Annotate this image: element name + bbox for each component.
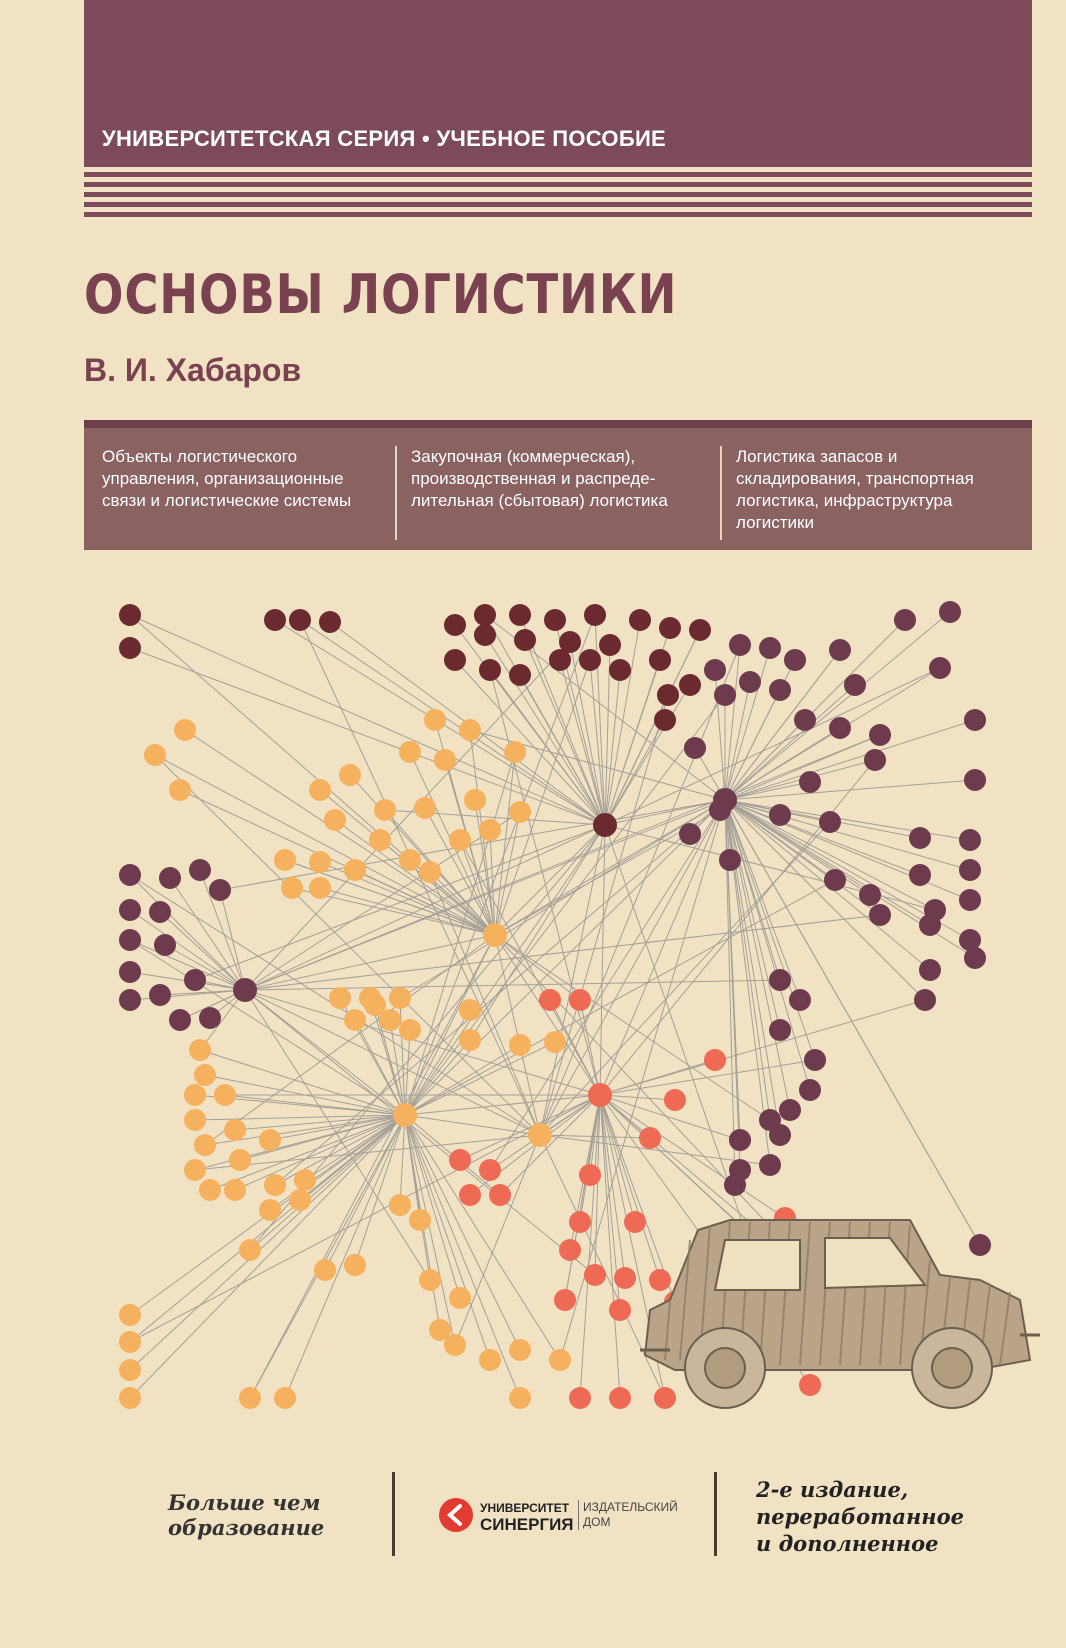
network-node bbox=[859, 884, 881, 906]
network-node bbox=[399, 1019, 421, 1041]
network-link bbox=[460, 1095, 600, 1160]
network-node bbox=[184, 1109, 206, 1131]
network-link bbox=[725, 650, 840, 800]
banner-stripe bbox=[84, 202, 1032, 207]
network-node bbox=[119, 1387, 141, 1409]
network-node bbox=[444, 614, 466, 636]
network-node bbox=[919, 914, 941, 936]
series-label: УНИВЕРСИТЕТСКАЯ СЕРИЯ • УЧЕБНОЕ ПОСОБИЕ bbox=[102, 126, 667, 151]
publisher-house-line-2: ДОМ bbox=[583, 1515, 611, 1529]
series-banner bbox=[84, 0, 1032, 226]
network-node bbox=[769, 804, 791, 826]
network-node bbox=[829, 639, 851, 661]
network-node bbox=[174, 719, 196, 741]
network-node bbox=[799, 1374, 821, 1396]
topic-divider bbox=[395, 446, 397, 540]
network-node bbox=[414, 797, 436, 819]
network-node bbox=[119, 989, 141, 1011]
network-node bbox=[914, 989, 936, 1011]
network-node bbox=[259, 1129, 281, 1151]
topic-2: Закупочная (коммерческая), производственная и распреде- лительная (сбытовая) логистика bbox=[411, 447, 668, 510]
network-node bbox=[149, 901, 171, 923]
network-node bbox=[569, 1211, 591, 1233]
network-node bbox=[704, 659, 726, 681]
network-node bbox=[844, 674, 866, 696]
network-node bbox=[569, 989, 591, 1011]
network-node bbox=[479, 819, 501, 841]
network-node bbox=[264, 1174, 286, 1196]
network-node bbox=[459, 1184, 481, 1206]
network-node bbox=[239, 1239, 261, 1261]
network-link bbox=[600, 1095, 785, 1218]
topics-panel bbox=[84, 420, 1032, 550]
network-node bbox=[474, 604, 496, 626]
network-node bbox=[399, 849, 421, 871]
network-node bbox=[119, 1331, 141, 1353]
network-link bbox=[405, 1115, 560, 1360]
network-node bbox=[154, 934, 176, 956]
network-node bbox=[739, 671, 761, 693]
edition-line-3: и дополненное bbox=[756, 1531, 939, 1556]
network-node bbox=[509, 1387, 531, 1409]
network-node bbox=[419, 1269, 441, 1291]
network-hub bbox=[393, 1103, 417, 1127]
network-node bbox=[649, 649, 671, 671]
network-node bbox=[554, 1289, 576, 1311]
network-link bbox=[130, 1115, 405, 1370]
banner-stripe bbox=[84, 172, 1032, 177]
network-node bbox=[239, 1387, 261, 1409]
network-node bbox=[119, 929, 141, 951]
network-node bbox=[509, 801, 531, 823]
network-node bbox=[189, 1039, 211, 1061]
network-link bbox=[725, 800, 970, 900]
network-node bbox=[919, 959, 941, 981]
network-node bbox=[729, 634, 751, 656]
network-link bbox=[405, 1115, 455, 1345]
network-hub bbox=[713, 788, 737, 812]
network-node bbox=[964, 947, 986, 969]
network-node bbox=[549, 649, 571, 671]
network-node bbox=[939, 601, 961, 623]
edition-line-1: 2-е издание, bbox=[756, 1477, 909, 1502]
network-node bbox=[489, 1184, 511, 1206]
network-node bbox=[224, 1179, 246, 1201]
network-node bbox=[544, 609, 566, 631]
network-link bbox=[300, 620, 540, 1135]
network-node bbox=[769, 1124, 791, 1146]
network-hub bbox=[593, 813, 617, 837]
edition-line-2: переработанное bbox=[756, 1504, 964, 1529]
network-link bbox=[195, 825, 605, 980]
network-node bbox=[579, 1164, 601, 1186]
book-author: В. И. Хабаров bbox=[84, 352, 302, 388]
network-link bbox=[600, 800, 725, 1095]
network-node bbox=[514, 629, 536, 651]
network-node bbox=[649, 1269, 671, 1291]
topic-1: Объекты логистического управления, организационные связи и логистические системы bbox=[102, 447, 352, 510]
network-node bbox=[909, 864, 931, 886]
publisher-house-line-1: ИЗДАТЕЛЬСКИЙ bbox=[583, 1500, 678, 1514]
network-node bbox=[274, 849, 296, 871]
network-node bbox=[679, 674, 701, 696]
network-node bbox=[119, 1304, 141, 1326]
network-node bbox=[539, 989, 561, 1011]
network-node bbox=[169, 779, 191, 801]
network-hub bbox=[233, 978, 257, 1002]
banner-stripe bbox=[84, 212, 1032, 217]
network-link bbox=[460, 840, 600, 1095]
network-link bbox=[130, 648, 605, 825]
edition-note bbox=[756, 1476, 964, 1557]
network-node bbox=[449, 1287, 471, 1309]
network-node bbox=[689, 619, 711, 641]
book-title: ОСНОВЫ ЛОГИСТИКИ bbox=[84, 263, 678, 326]
network-node bbox=[289, 609, 311, 631]
network-link bbox=[540, 695, 668, 1135]
network-link bbox=[600, 1000, 925, 1095]
network-node bbox=[624, 1211, 646, 1233]
network-link bbox=[495, 660, 590, 935]
network-node bbox=[584, 1264, 606, 1286]
synergy-logo-icon bbox=[438, 1497, 474, 1533]
network-node bbox=[119, 604, 141, 626]
network-node bbox=[729, 1129, 751, 1151]
network-node bbox=[909, 827, 931, 849]
topic-3: Логистика запасов и складирования, транспортная логистика, инфраструктура логистики bbox=[736, 447, 974, 532]
network-node bbox=[609, 1387, 631, 1409]
network-node bbox=[769, 969, 791, 991]
network-node bbox=[544, 1031, 566, 1053]
network-node bbox=[169, 1009, 191, 1031]
network-link bbox=[725, 800, 815, 1060]
network-node bbox=[599, 634, 621, 656]
network-node bbox=[344, 1254, 366, 1276]
network-link bbox=[430, 872, 540, 1135]
network-node bbox=[294, 1169, 316, 1191]
network-node bbox=[819, 811, 841, 833]
network-node bbox=[364, 994, 386, 1016]
network-node bbox=[474, 624, 496, 646]
network-node bbox=[314, 1259, 336, 1281]
network-link bbox=[725, 782, 810, 800]
network-node bbox=[714, 684, 736, 706]
network-node bbox=[264, 609, 286, 631]
banner-stripe bbox=[84, 182, 1032, 187]
network-node bbox=[464, 789, 486, 811]
network-node bbox=[389, 1194, 411, 1216]
network-node bbox=[389, 987, 411, 1009]
network-node bbox=[614, 1267, 636, 1289]
network-node bbox=[479, 1349, 501, 1371]
network-link bbox=[600, 825, 605, 1095]
network-node bbox=[324, 809, 346, 831]
network-node bbox=[444, 1334, 466, 1356]
network-node bbox=[929, 657, 951, 679]
network-node bbox=[199, 1007, 221, 1029]
network-node bbox=[684, 737, 706, 759]
network-node bbox=[119, 1359, 141, 1381]
network-node bbox=[229, 1149, 251, 1171]
network-node bbox=[769, 679, 791, 701]
network-node bbox=[829, 717, 851, 739]
network-node bbox=[479, 659, 501, 681]
network-link bbox=[130, 1115, 405, 1398]
network-node bbox=[444, 649, 466, 671]
footer-divider bbox=[392, 1472, 395, 1556]
footer-slogan bbox=[168, 1490, 368, 1540]
network-node bbox=[209, 879, 231, 901]
network-node bbox=[869, 904, 891, 926]
network-node bbox=[344, 1009, 366, 1031]
network-node bbox=[119, 961, 141, 983]
network-node bbox=[609, 659, 631, 681]
network-node bbox=[119, 899, 141, 921]
network-node bbox=[479, 1159, 501, 1181]
network-node bbox=[969, 1234, 991, 1256]
network-node bbox=[449, 1149, 471, 1171]
network-node bbox=[409, 1209, 431, 1231]
network-node bbox=[149, 984, 171, 1006]
network-link bbox=[725, 800, 970, 870]
network-node bbox=[654, 1387, 676, 1409]
network-node bbox=[609, 1299, 631, 1321]
slogan-line-2: образование bbox=[168, 1515, 325, 1540]
network-link bbox=[600, 1095, 625, 1278]
network-node bbox=[194, 1064, 216, 1086]
network-node bbox=[184, 1159, 206, 1181]
network-node bbox=[459, 999, 481, 1021]
network-link bbox=[725, 800, 970, 840]
network-node bbox=[759, 1154, 781, 1176]
network-node bbox=[119, 864, 141, 886]
network-node bbox=[159, 867, 181, 889]
network-node bbox=[964, 709, 986, 731]
network-node bbox=[424, 709, 446, 731]
network-hub bbox=[528, 1123, 552, 1147]
network-node bbox=[504, 741, 526, 763]
network-node bbox=[369, 829, 391, 851]
network-node bbox=[579, 649, 601, 671]
slogan-line-1: Больше чем bbox=[168, 1490, 321, 1515]
network-node bbox=[769, 1019, 791, 1041]
network-node bbox=[864, 749, 886, 771]
network-illustration bbox=[0, 590, 1066, 1440]
network-hub bbox=[588, 1083, 612, 1107]
network-node bbox=[281, 877, 303, 899]
network-node bbox=[434, 749, 456, 771]
network-node bbox=[549, 1349, 571, 1371]
network-link bbox=[405, 1040, 470, 1115]
network-node bbox=[679, 823, 701, 845]
network-node bbox=[509, 1339, 531, 1361]
network-node bbox=[289, 1189, 311, 1211]
network-link bbox=[725, 800, 975, 958]
network-node bbox=[509, 1034, 531, 1056]
network-node bbox=[449, 829, 471, 851]
banner-stripe bbox=[84, 192, 1032, 197]
network-link bbox=[325, 1115, 405, 1270]
network-link bbox=[725, 645, 740, 800]
network-node bbox=[584, 604, 606, 626]
network-hub bbox=[483, 923, 507, 947]
network-node bbox=[869, 724, 891, 746]
network-link bbox=[590, 660, 605, 825]
footer-divider bbox=[714, 1472, 717, 1556]
network-node bbox=[194, 1134, 216, 1156]
network-node bbox=[309, 779, 331, 801]
network-node bbox=[959, 859, 981, 881]
network-node bbox=[459, 719, 481, 741]
network-node bbox=[724, 1174, 746, 1196]
network-link bbox=[605, 685, 690, 825]
network-node bbox=[789, 989, 811, 1011]
publisher-house bbox=[578, 1500, 678, 1530]
network-node bbox=[259, 1199, 281, 1221]
publisher-line-1: УНИВЕРСИТЕТ bbox=[480, 1501, 570, 1515]
network-node bbox=[824, 869, 846, 891]
network-node bbox=[329, 987, 351, 1009]
network-node bbox=[704, 1049, 726, 1071]
network-node bbox=[664, 1089, 686, 1111]
network-node bbox=[569, 1387, 591, 1409]
network-link bbox=[605, 825, 745, 1230]
network-node bbox=[799, 771, 821, 793]
network-node bbox=[659, 617, 681, 639]
network-node bbox=[719, 849, 741, 871]
network-link bbox=[725, 800, 800, 1000]
network-node bbox=[629, 609, 651, 631]
network-node bbox=[189, 859, 211, 881]
network-node bbox=[559, 1239, 581, 1261]
network-node bbox=[799, 1079, 821, 1101]
network-node bbox=[224, 1119, 246, 1141]
network-node bbox=[894, 609, 916, 631]
network-node bbox=[794, 709, 816, 731]
network-node bbox=[374, 799, 396, 821]
publisher-line-2: СИНЕРГИЯ bbox=[480, 1515, 574, 1534]
network-node bbox=[657, 684, 679, 706]
network-node bbox=[459, 1029, 481, 1051]
network-node bbox=[804, 1049, 826, 1071]
network-node bbox=[784, 649, 806, 671]
network-node bbox=[184, 969, 206, 991]
network-node bbox=[199, 1179, 221, 1201]
network-node bbox=[319, 611, 341, 633]
network-node bbox=[144, 744, 166, 766]
network-node bbox=[509, 664, 531, 686]
network-node bbox=[959, 889, 981, 911]
network-node bbox=[214, 1084, 236, 1106]
topics-rule bbox=[84, 420, 1032, 428]
network-node bbox=[309, 877, 331, 899]
network-node bbox=[339, 764, 361, 786]
network-node bbox=[779, 1099, 801, 1121]
network-node bbox=[759, 637, 781, 659]
network-node bbox=[309, 851, 331, 873]
network-node bbox=[344, 859, 366, 881]
network-node bbox=[399, 741, 421, 763]
topic-divider bbox=[720, 446, 722, 540]
network-link bbox=[725, 728, 840, 800]
network-link bbox=[600, 1095, 635, 1222]
network-node bbox=[964, 769, 986, 791]
network-node bbox=[184, 1084, 206, 1106]
network-node bbox=[419, 861, 441, 883]
network-node bbox=[274, 1387, 296, 1409]
network-node bbox=[509, 604, 531, 626]
network-node bbox=[119, 637, 141, 659]
network-node bbox=[959, 829, 981, 851]
network-node bbox=[639, 1127, 661, 1149]
network-node bbox=[654, 709, 676, 731]
